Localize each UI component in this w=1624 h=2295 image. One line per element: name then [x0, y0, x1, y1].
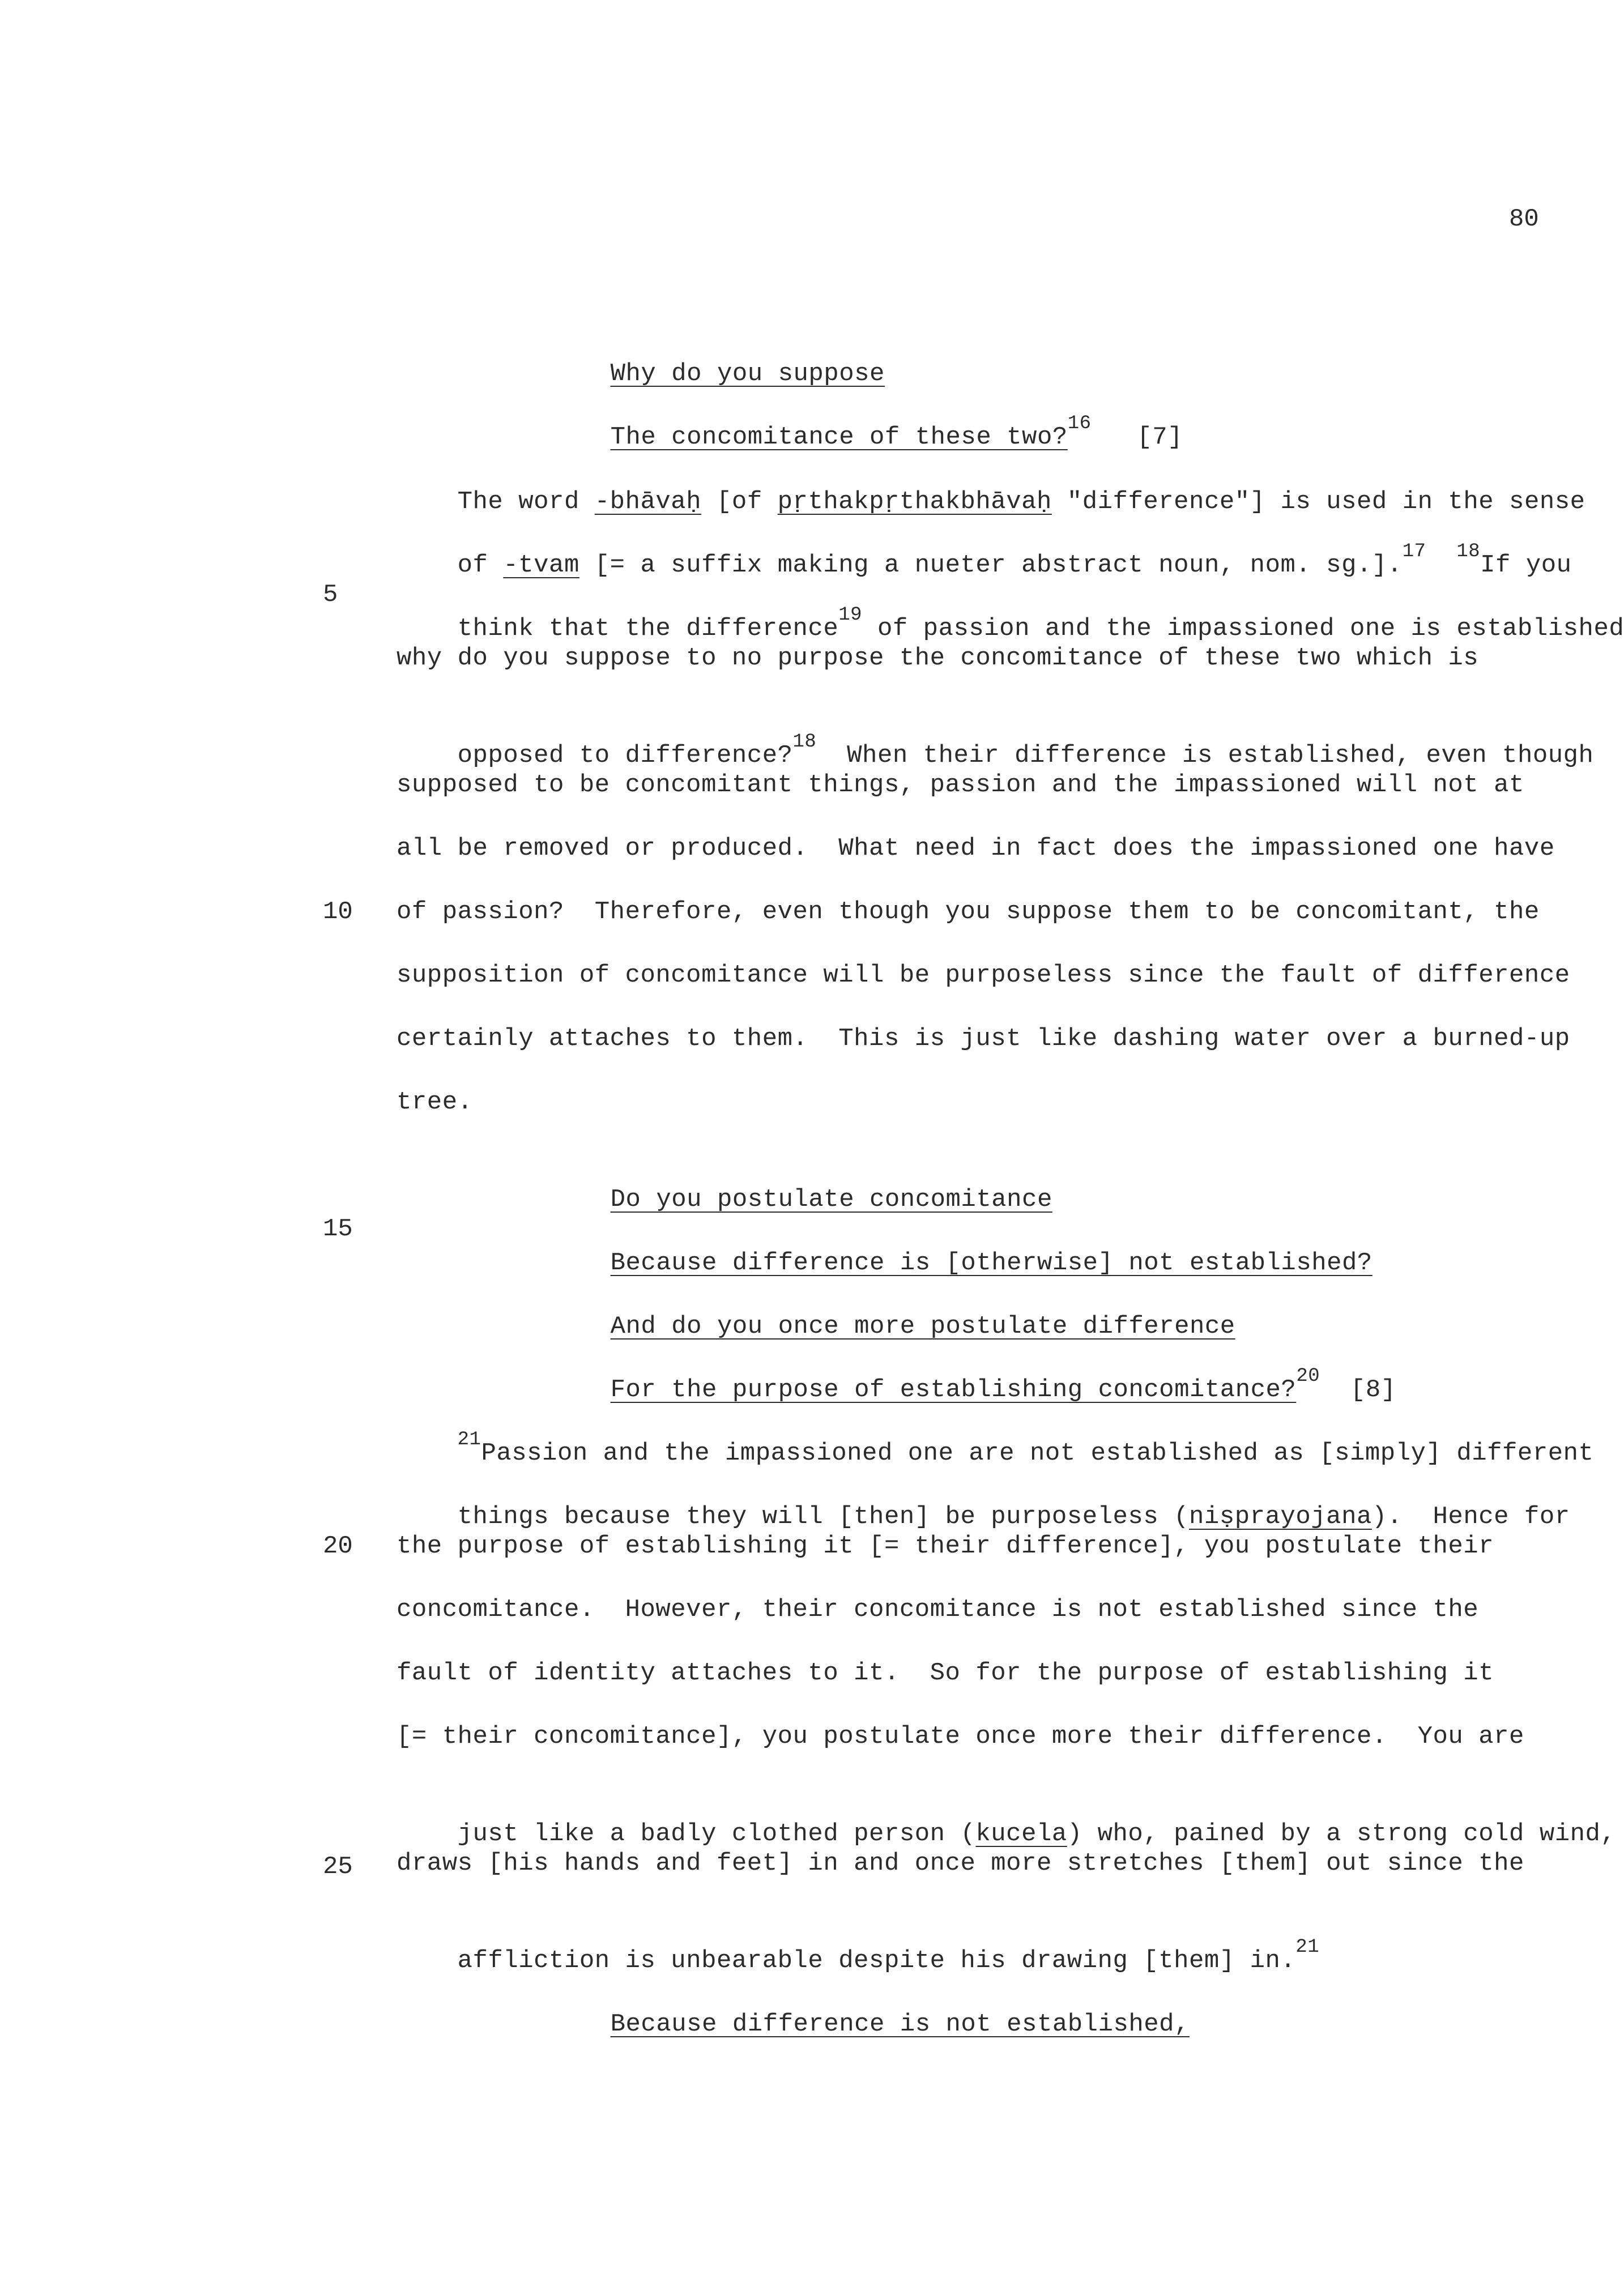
body-line-7: all be removed or produced. What need in fact does the impassioned one have	[397, 834, 1555, 863]
sanskrit-term: pṛthakpṛthakbhāvaḥ	[777, 488, 1052, 516]
body-line-16: fault of identity attaches to it. So for the purpose of establishing it	[397, 1659, 1494, 1687]
verse-7-line-1	[549, 323, 885, 388]
body-line-8: of passion? Therefore, even though you suppose them to be concomitant, the	[397, 898, 1540, 926]
body-line-17: [= their concomitance], you postulate once more their difference. You are	[397, 1722, 1524, 1751]
body-line-20: affliction is unbearable despite his drawing [them] in.$^{21}$	[457, 1936, 1320, 1975]
body-line-10: certainly attaches to them. This is just like dashing water over a burned-up	[397, 1025, 1570, 1053]
verse-text: Why do you suppose	[610, 360, 885, 388]
body-line-5: opposed to difference?$^{18}$ When their difference is established, even though	[457, 731, 1594, 770]
body-line-11: tree.	[397, 1088, 473, 1116]
verse-text: The concomitance of these two?	[610, 423, 1068, 451]
verse-8-line-3	[549, 1276, 1235, 1341]
verse-9-line-1	[549, 1973, 1190, 2038]
verse-number: [7]	[1137, 423, 1183, 451]
footnote-ref: 17	[1402, 540, 1426, 562]
verse-text: Do you postulate concomitance	[610, 1185, 1052, 1214]
sanskrit-term: niṣprayojana	[1189, 1503, 1372, 1531]
verse-8-line-2	[549, 1212, 1372, 1277]
footnote-ref: 16	[1067, 412, 1092, 434]
body-line-3: think that the difference$^{19}$ of passion and the impassioned one is established	[457, 604, 1624, 643]
page-number: 80	[1509, 205, 1539, 233]
body-line-15: concomitance. However, their concomitance is not established since the	[397, 1596, 1479, 1624]
footnote-ref: 21	[457, 1428, 481, 1451]
body-line-2: of -tvam [= a suffix making a nueter abstract noun, nom. sg.].$^{17}$ $^{18}$If you	[457, 540, 1572, 579]
footnote-ref: 18	[1456, 540, 1481, 562]
footnote-ref: 20	[1296, 1365, 1320, 1387]
verse-text: Because difference is [otherwise] not established?	[610, 1249, 1372, 1277]
body-line-1: The word -bhāvaḥ [of pṛthakpṛthakbhāvaḥ "difference"] is used in the sense	[457, 488, 1585, 516]
verse-text: Because difference is not established,	[610, 2010, 1190, 2038]
body-line-12: $^{21}$Passion and the impassioned one are not established as [simply] different	[457, 1428, 1594, 1468]
verse-text: And do you once more postulate difference	[610, 1312, 1235, 1341]
body-line-9: supposition of concomitance will be purposeless since the fault of difference	[397, 961, 1570, 989]
footnote-ref: 21	[1295, 1936, 1320, 1958]
footnote-ref: 18	[792, 731, 817, 753]
verse-7-line-2	[549, 386, 1183, 451]
line-number: 25	[323, 1853, 353, 1881]
body-line-18: just like a badly clothed person (kucela) who, pained by a strong cold wind,	[457, 1820, 1616, 1848]
body-line-14: the purpose of establishing it [= their difference], you postulate their	[397, 1532, 1494, 1560]
line-number: 5	[323, 581, 338, 609]
body-line-4: why do you suppose to no purpose the concomitance of these two which is	[397, 644, 1479, 672]
sanskrit-term: kucela	[975, 1820, 1067, 1848]
sanskrit-term: -tvam	[503, 551, 579, 579]
body-line-13: things because they will [then] be purposeless (niṣprayojana). Hence for	[457, 1503, 1570, 1531]
line-number: 20	[323, 1532, 353, 1560]
body-line-6: supposed to be concomitant things, passion and the impassioned will not at	[397, 771, 1524, 799]
body-line-19: draws [his hands and feet] in and once more stretches [them] out since the	[397, 1849, 1524, 1878]
footnote-ref: 19	[838, 604, 863, 626]
line-number: 15	[323, 1215, 353, 1243]
verse-8-line-4	[549, 1339, 1396, 1404]
verse-8-line-1	[549, 1149, 1052, 1214]
sanskrit-term: -bhāvaḥ	[594, 488, 702, 516]
verse-number: [8]	[1350, 1376, 1396, 1404]
line-number: 10	[323, 898, 353, 926]
verse-text: For the purpose of establishing concomitance?	[610, 1376, 1297, 1404]
